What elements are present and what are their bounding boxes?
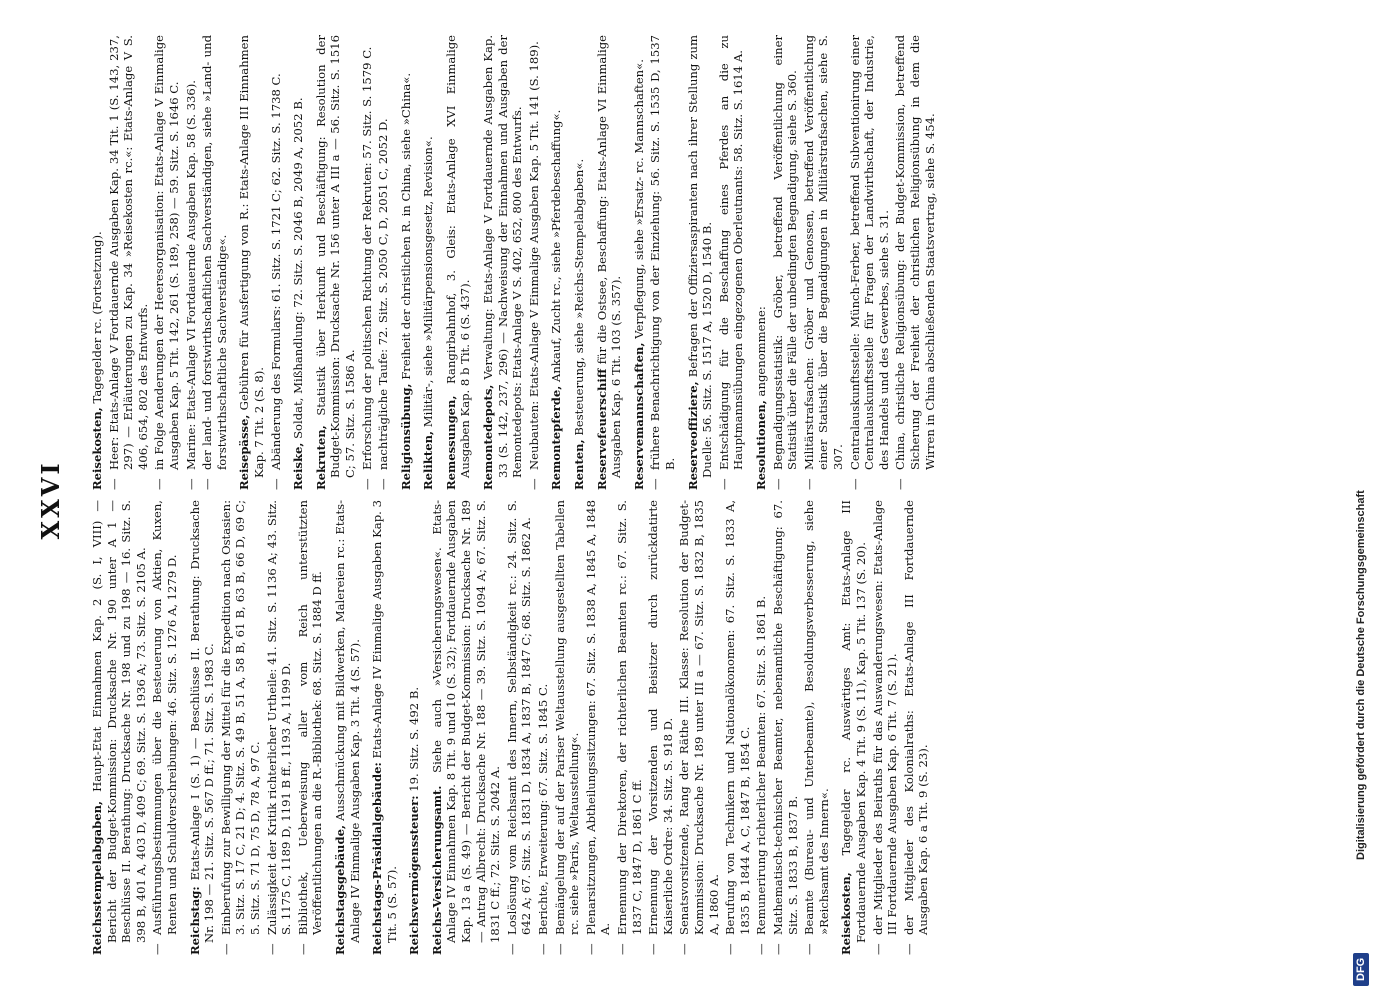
sub-entry xyxy=(646,500,675,955)
dash-marker: — xyxy=(152,478,167,490)
sub-entry xyxy=(219,500,263,955)
entry-term: Reservefeuerschiff xyxy=(594,368,609,490)
sub-entry-text: Militärstrafsachen: Gröber und Genossen, betreffend Veröffentlichung einer Statistik über die Begnadigungen in Militärstrafsachen, siehe S. 307. xyxy=(801,35,845,470)
entry-heading xyxy=(632,35,647,490)
entry-heading xyxy=(686,35,715,490)
dash-marker: — xyxy=(504,943,519,955)
entry-term: Reichstags-Präsidialgebäude: xyxy=(370,762,385,955)
entry-text: Rangirbahnhof, 3. Gleis: Etats-Anlage XVI Einmalige Ausgaben Kap. 8 b Tit. 6 (S. 437). xyxy=(443,35,473,478)
sub-entry-text: Abänderung des Formulars: 61. Sitz. S. 1721 C; 62. Sitz. S. 1738 C. xyxy=(268,73,283,470)
sub-entry-text: Erforschung der politischen Richtung der Rekruten: 57. Sitz. S. 1579 C. xyxy=(359,46,374,470)
digitization-credit: Digitalisierung gefördert durch die Deutsche Forschungsgemeinschaft xyxy=(1355,490,1367,860)
sub-entry xyxy=(902,500,931,955)
sub-entry xyxy=(802,35,846,490)
entry-term: Rekruten, xyxy=(313,425,328,490)
index-entry xyxy=(370,500,399,955)
entry-term: Renten, xyxy=(572,439,587,490)
sub-entry-text: der Mitglieder des Kolonialraths: Etats-Anlage III Fortdauernde Ausgaben Kap. 6 a Tit. 9 (S. 23). xyxy=(901,500,931,935)
dash-marker: — xyxy=(615,943,629,955)
entry-text: Siehe auch »Versicherungswesen«. Etats-Anlage IV Einnahmen Kap. 8 Tit. 9 und 10 (S. 32); Fortdauernde Ausgaben Kap. 13 a (S. 49) — Bericht der Budget-Kommission: Drucksache Nr. 189 — Antrag Albrecht: Drucksache Nr. 188 — 39. Sitz. S. 1094 A; 67. Sitz. S. 1831 C ff.; 72. Sitz. S. 2042 A. xyxy=(429,500,503,943)
index-entry xyxy=(188,500,325,955)
entry-heading xyxy=(754,35,769,490)
sub-entry-text: Begnadigungsstatistik: Gröber, betreffend Veröffentlichung einer Statistik über die Fälle der unbedingten Begnadigung, siehe S. 360. xyxy=(770,35,800,470)
entry-term: Reisekosten, xyxy=(839,872,854,955)
index-entry xyxy=(314,35,391,490)
dash-marker: — xyxy=(200,478,215,490)
entry-heading xyxy=(839,500,868,955)
sub-entry xyxy=(360,35,375,490)
entry-term: Reichsstempelabgaben, xyxy=(90,800,104,955)
dash-marker: — xyxy=(677,943,692,955)
dash-marker: — xyxy=(536,943,551,955)
entry-term: Reisepässe, xyxy=(237,414,252,490)
sub-entry-text: Bemängelung der auf der Pariser Weltausstellung ausgestellten Tabellen rc. siehe »Paris, Weltausstellung«. xyxy=(552,500,582,935)
dash-marker: — xyxy=(268,478,283,490)
sub-entry-text: frühere Benachrichtigung von der Einziehung: 56. Sitz. S. 1535 D, 1537 B. xyxy=(648,35,677,470)
entry-heading xyxy=(90,500,148,955)
sub-entry xyxy=(754,500,769,955)
entry-heading xyxy=(333,500,362,955)
entry-heading xyxy=(595,35,624,490)
sub-entry-text: Centralauskunftsstelle: Münch-Ferber, betreffend Subventionirung einer Centralauskunftsstelle für Fragen der Landwirthschaft, der Industrie, des Handels und des Gewerbes, siehe S. 31. xyxy=(847,35,891,470)
index-entry xyxy=(90,500,180,955)
entry-term: Reichsvermögenssteuer: xyxy=(407,795,422,955)
index-entry xyxy=(839,500,931,955)
index-entry xyxy=(595,35,624,490)
sub-entry-text: Ernennung der Direktoren, der richterlichen Beamten rc.: 67. Sitz. S. 1837 C, 1847 D, 1861 C ff. xyxy=(615,500,644,935)
index-column-right xyxy=(90,35,1310,490)
entry-term: Relikten, xyxy=(421,430,436,490)
dash-marker: — xyxy=(754,943,769,955)
sub-entry-text: Remunerirung richterlicher Beamten: 67. Sitz. S. 1861 B. xyxy=(754,595,769,935)
entry-term: Reserveoffiziere, xyxy=(685,381,700,490)
entry-term: Remessungen, xyxy=(443,395,458,490)
entry-heading xyxy=(90,35,105,490)
sub-entry xyxy=(677,500,721,955)
sub-entry-text: Plenarsitzungen, Abtheilungssitzungen: 67. Sitz. S. 1838 A, 1845 A, 1848 A. xyxy=(583,500,613,935)
sub-entry-text: Berufung von Technikern und Nationalökonomen: 67. Sitz. S. 1833 A, 1835 B, 1844 A, C, 1847 B, 1854 C. xyxy=(723,500,752,935)
sub-entry-text: Loslösung vom Reichsamt des Innern, Selbständigkeit rc.: 24. Sitz. S. 642 A; 67. Sitz. S. 1831 D, 1834 A, 1837 B, 1847 C; 68. Sitz. S. 1862 A. xyxy=(504,500,534,935)
dash-marker: — xyxy=(150,943,165,955)
dash-marker: — xyxy=(106,478,121,490)
sub-entry xyxy=(723,500,752,955)
index-entry xyxy=(572,35,587,490)
entry-heading xyxy=(314,35,358,490)
index-entry xyxy=(421,35,436,490)
dash-marker: — xyxy=(847,478,862,490)
dash-marker: — xyxy=(901,943,916,955)
sub-entry xyxy=(848,35,892,490)
entry-heading xyxy=(444,35,473,490)
sub-entry-text: Zulässigkeit der Kritik richterlicher Urtheile: 41. Sitz. S. 1136 A; 43. Sitz. S. 1175 C, 1189 D, 1191 B ff., 1193 A, 1199 D. xyxy=(264,500,294,935)
entry-term: Reichstag: xyxy=(187,886,202,955)
index-entry xyxy=(90,35,229,490)
dash-marker: — xyxy=(801,478,816,490)
entry-term: Remontedepots, xyxy=(481,384,496,490)
index-column-left xyxy=(90,500,1310,955)
entry-text: für die Ostsee, Beschaffung: Etats-Anlage VI Einmalige Ausgaben Kap. 6 Tit. 103 (S. 357). xyxy=(594,35,624,478)
sub-entry-text: Beamte (Bureau- und Unterbeamte), Besoldungsverbesserung, siehe »Reichsamt des Innern«. xyxy=(802,500,831,935)
sub-entry-text: Bibliothek, Ueberweisung aller vom Reich unterstützten Veröffentlichungen an die R.-Bibliothek: 68. Sitz. S. 1884 D ff. xyxy=(295,500,325,935)
sub-entry xyxy=(184,35,199,490)
dash-marker: — xyxy=(648,478,663,490)
entry-term: Reichs-Versicherungsamt. xyxy=(429,785,444,955)
sub-entry-text: der land- und forstwirthschaftlichen Sachverständigen, siehe »Land- und forstwirthschaftliche Sachverständige«. xyxy=(200,35,229,470)
sub-entry-text: Berichte, Erweiterung: 67. Sitz. S. 1845 C. xyxy=(536,683,551,935)
index-entry xyxy=(237,35,283,490)
entry-heading xyxy=(370,500,399,955)
sub-entry xyxy=(553,500,582,955)
entry-text: Ausschmückung mit Bildwerken, Malereien rc.: Etats-Anlage IV Einmalige Ausgaben Kap. 3 Tit. 4 (S. 57). xyxy=(332,500,362,943)
dash-marker: — xyxy=(583,943,598,955)
entry-heading xyxy=(407,500,422,955)
sub-entry xyxy=(265,500,294,955)
sub-entry xyxy=(269,35,284,490)
sub-entry xyxy=(200,35,229,490)
entry-heading xyxy=(421,35,436,490)
sub-entry-text: Einberufung zur Bewilligung der Mittel für die Expedition nach Ostasien: 3. Sitz. S. 17 C, 21 D; 4. Sitz. S. 49 B, 51 A, 58 B, 61 B, 63 B, 66 D, 69 C; 5. Sitz. S. 71 D, 75 D, 78 A, 97 C. xyxy=(218,500,262,935)
sub-entry-text: Senatsvorsitzende, Rang der Räthe III. Klasse: Resolution der Budget-Kommission: Drucksache Nr. 189 unter III a — 67. Sitz. S. 1832 B, 1835 A, 1860 A. xyxy=(677,500,721,935)
sub-entry xyxy=(296,500,325,955)
sub-entry xyxy=(802,500,831,955)
sub-entry xyxy=(648,35,677,490)
dash-marker: — xyxy=(770,478,785,490)
entry-text: Ankauf, Zucht rc., siehe »Pferdebeschaffung«. xyxy=(549,109,564,383)
entry-heading xyxy=(399,35,414,490)
dash-marker: — xyxy=(359,478,374,490)
entry-text: 19. Sitz. S. 492 B. xyxy=(407,686,422,792)
sub-entry xyxy=(871,500,900,955)
entry-term: Reichstagsgebäude, xyxy=(332,825,347,955)
entry-heading xyxy=(430,500,503,955)
index-entry xyxy=(754,35,937,490)
sub-entry-text: nachträgliche Taufe: 72. Sitz. S. 2050 C, D, 2051 C, 2052 D. xyxy=(376,118,391,470)
page-number: XXVI xyxy=(36,460,65,540)
dash-marker: — xyxy=(770,943,785,955)
sub-entry xyxy=(376,35,391,490)
entry-text: Verwaltung: Etats-Anlage V Fortdauernde Ausgaben Kap. 33 (S. 142, 237, 296) — Nachweisung der Einnahmen und Ausgaben der Remontedepots: Etats-Anlage V S. 402, 652, 800 des Entwurfs. xyxy=(481,35,525,478)
entry-text: Tagegelder rc. (Fortsetzung). xyxy=(90,231,104,404)
index-entry xyxy=(444,35,473,490)
entry-text: Statistik über Herkunft und Beschäftigung: Resolution der Budget-Kommission: Drucksache Nr. 156 unter A III a — 56. Sitz. S. 1516 C; 57. Sitz. S. 1586 A. xyxy=(313,35,357,478)
entry-term: Religionsübung, xyxy=(398,383,413,490)
entry-text: angenommene: xyxy=(753,306,768,397)
index-entry xyxy=(291,35,306,490)
sub-entry-text: Heer: Etats-Anlage V Fortdauernde Ausgaben Kap. 34 Tit. 1 (S. 143, 237, 297) — Erläuterungen zu Kap. 34 »Reisekosten rc.«: Etats-Anlage V S. 406, 654, 802 des Entwurfs. xyxy=(106,35,150,470)
index-entry xyxy=(632,35,678,490)
sub-entry-text: Ernennung der Vorsitzenden und Beisitzer durch zurückdatirte Kaiserliche Ordre: 34. Sitz. S. 918 D. xyxy=(646,500,675,935)
entry-text: Verpflegung, siehe »Ersatz- rc. Mannschaften«. xyxy=(631,59,646,339)
index-entry xyxy=(407,500,422,955)
entry-text: Soldat, Mißhandlung: 72. Sitz. S. 2046 B, 2049 A, 2052 B. xyxy=(291,97,306,439)
entry-term: Resolutionen, xyxy=(753,400,768,490)
entry-term: Remontepferde, xyxy=(549,385,564,490)
sub-entry xyxy=(536,500,551,955)
entry-text: Besteuerung, siehe »Reichs-Stempelabgaben«. xyxy=(572,158,587,436)
dash-marker: — xyxy=(646,943,661,955)
sub-entry xyxy=(584,500,613,955)
sub-entry-text: Mathematisch-technischer Beamter, nebenamtliche Beschäftigung: 67. Sitz. S. 1833 B, 1837 B. xyxy=(770,500,800,935)
sub-entry xyxy=(771,500,800,955)
sub-entry xyxy=(150,500,179,955)
sub-entry xyxy=(107,35,151,490)
entry-heading xyxy=(237,35,266,490)
dash-marker: — xyxy=(723,943,738,955)
dash-marker: — xyxy=(552,943,567,955)
sub-entry xyxy=(527,35,542,490)
sub-entry xyxy=(152,35,181,490)
sub-entry xyxy=(771,35,800,490)
entry-text: Tagegelder rc. Auswärtiges Amt: Etats-Anlage III Fortdauernde Ausgaben Kap. 4 Tit. 9 (S. 11), Kap. 5 Tit. 137 (S. 20). xyxy=(839,500,868,943)
entry-term: Reisekosten, xyxy=(90,407,104,490)
dash-marker: — xyxy=(218,943,233,955)
entry-heading xyxy=(188,500,217,955)
sub-entry-text: China, christliche Religionsübung: der Budget-Kommission, betreffend Sicherung der Freiheit der christlichen Religionsübung in dem die Wirren in China abschließenden Staatsvertrag, siehe S. 454. xyxy=(893,35,937,470)
dash-marker: — xyxy=(893,478,908,490)
index-entry xyxy=(430,500,831,955)
index-entry xyxy=(333,500,362,955)
index-entry xyxy=(549,35,564,490)
entry-heading xyxy=(481,35,525,490)
entry-heading xyxy=(549,35,564,490)
entry-text: Freiheit der christlichen R. in China, siehe »China«. xyxy=(398,72,413,380)
dash-marker: — xyxy=(183,478,198,490)
sub-entry-text: der Mitglieder des Beiraths für das Auswanderungswesen: Etats-Anlage III Fortdauernde Ausgaben Kap. 6 Tit. 7 (S. 21). xyxy=(870,500,900,935)
sub-entry-text: Entschädigung für die Beschaffung eines Pferdes an die zu Hauptmannsübungen eingezogenen Oberleutnants: 58. Sitz. S. 1614 A. xyxy=(716,35,746,470)
sub-entry xyxy=(893,35,937,490)
index-entry xyxy=(399,35,414,490)
entry-text: Haupt-Etat Einnahmen Kap. 2 (S. I, VIII) — Bericht der Budget-Kommission: Drucksache Nr. 190 unter A 1 — Beschlüsse II. Berathung: Drucksache Nr. 198 und zu 198 — 16. Sitz. S. 398 B, 401 A, 403 D, 409 C; 69. Sitz. S. 1936 A; 73. Sitz. S. 2105 A. xyxy=(90,500,148,943)
dash-marker: — xyxy=(716,478,731,490)
dash-marker: — xyxy=(802,943,817,955)
entry-text: Befragen der Offiziersaspiranten nach ihrer Stellung zum Duelle: 56. Sitz. S. 1517 A, 1520 D, 1540 B. xyxy=(685,35,715,478)
sub-entry-text: Ausführungsbestimmungen über die Besteuerung von Aktien, Kuxen, Renten und Schuldverschreibungen: 46. Sitz. S. 1276 A, 1279 D. xyxy=(150,500,179,935)
entry-heading xyxy=(572,35,587,490)
sub-entry xyxy=(615,500,644,955)
sub-entry xyxy=(717,35,746,490)
index-entry xyxy=(481,35,541,490)
dash-marker: — xyxy=(295,943,310,955)
dash-marker: — xyxy=(376,478,391,490)
dash-marker: — xyxy=(264,943,279,955)
sub-entry-text: Neubauten: Etats-Anlage V Einmalige Ausgaben Kap. 5 Tit. 141 (S. 189). xyxy=(526,41,541,470)
sub-entry-text: in Folge Aenderungen der Heeresorganisation: Etats-Anlage V Einmalige Ausgaben Kap. 5 Tit. 142, 261 (S. 189, 258) — 59. Sitz. S. 1646 C. xyxy=(152,35,181,470)
entry-term: Reservemannschaften, xyxy=(631,342,646,490)
sub-entry xyxy=(505,500,534,955)
entry-term: Reiske, xyxy=(291,442,306,490)
dfg-logo: DFG xyxy=(1353,953,1369,986)
dash-marker: — xyxy=(526,478,541,490)
entry-text: Etats-Anlage I (S. 1) — Beschlüsse II. Berathung: Drucksache Nr. 198 — 21. Sitz. S. 567 D ff.; 71. Sitz. S. 1983 C. xyxy=(187,500,217,943)
index-entry xyxy=(686,35,746,490)
entry-text: Militär-, siehe »Militärpensionsgesetz, Revision«. xyxy=(421,136,436,428)
entry-heading xyxy=(291,35,306,490)
entry-text: Etats-Anlage IV Einmalige Ausgaben Kap. 3 Tit. 5 (S. 57). xyxy=(370,500,399,943)
sub-entry-text: Marine: Etats-Anlage VI Fortdauernde Ausgaben Kap. 58 (S. 336). xyxy=(183,80,198,470)
entry-text: Gebühren für Ausfertigung von R.: Etats-Anlage III Einnahmen Kap. 7 Tit. 2 (S. 8). xyxy=(237,35,266,478)
dash-marker: — xyxy=(870,943,885,955)
